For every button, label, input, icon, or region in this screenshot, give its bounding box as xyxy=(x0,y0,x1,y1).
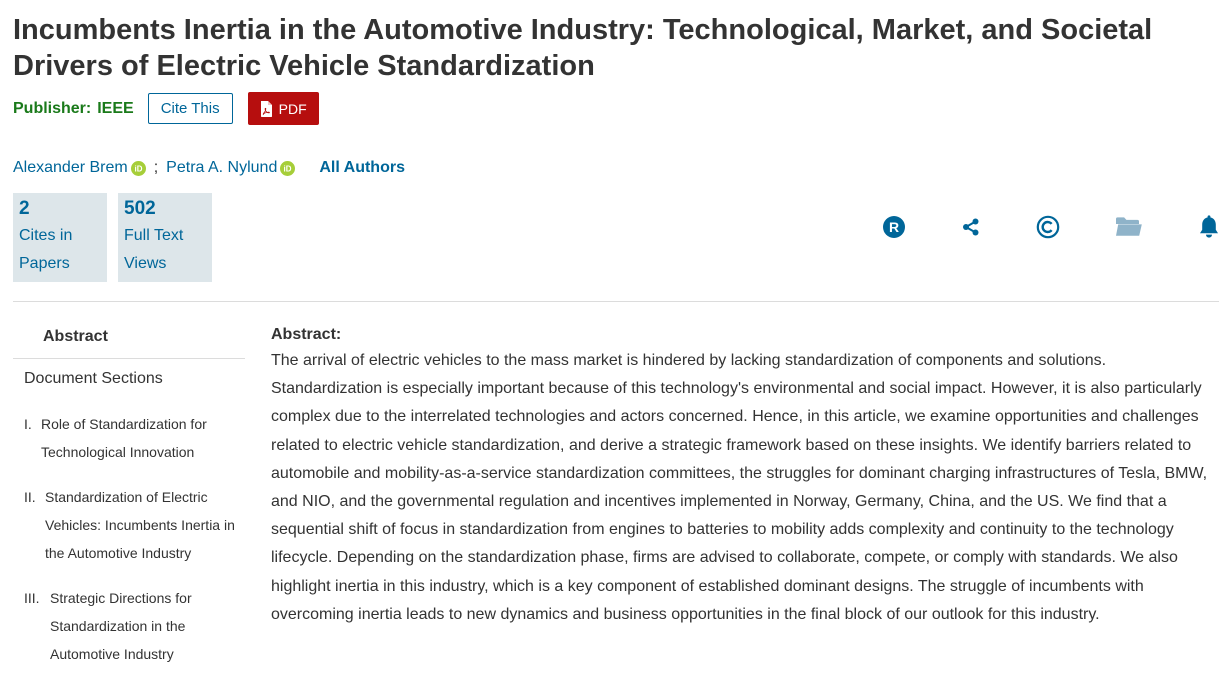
metric-value: 502 xyxy=(124,198,156,219)
author-separator: ; xyxy=(153,159,159,176)
svg-text:R: R xyxy=(888,219,900,235)
sidebar-section-2[interactable] xyxy=(24,483,241,567)
metric-label: Cites in Papers xyxy=(19,227,73,272)
pdf-file-icon xyxy=(260,101,273,117)
svg-text:iD: iD xyxy=(283,164,292,174)
publisher-label: Publisher: xyxy=(13,99,92,117)
svg-text:iD: iD xyxy=(134,164,143,174)
metric-full-text-views[interactable] xyxy=(118,193,212,282)
metric-value: 2 xyxy=(19,198,30,219)
author-list xyxy=(13,158,405,178)
rights-icon xyxy=(882,215,906,239)
document-sections-heading: Document Sections xyxy=(24,370,163,387)
section-title: Role of Standardization for Technological Innovation xyxy=(41,416,207,460)
abstract-text: The arrival of electric vehicles to the mass market is hindered by lacking standardization of components and solutions. Standardization is especially important because of this technology's environmental and social impact. However, it is also particularly complex due to the interrelated technologies and actors concerned. Hence, in this article, we examine opportunities and challenges related to electric vehicle standardization, and derive a strategic framework based on these insights. We identify barriers related to automobile and mobility-as-a-service standardization committees, the struggles for dominant charging infrastructures of Tesla, BMW, and NIO, and the governmental regulation and incentives implemented in Norway, Germany, China, and the US. We find that a sequential shift of focus in standardization from engines to batteries to mobility adds complexity and continuity to the technology lifecycle. Depending on the standardization phase, firms are advised to collaborate, compete, or comply with standards. We also highlight inertia in this industry, which is a key component of established dominant designs. The struggle of incumbents with overcoming inertia leads to new dynamics and business opportunities in the final block of our outlook for this industry. xyxy=(271,352,1208,623)
header-divider xyxy=(13,301,1219,302)
author-link[interactable]: Petra A. Nylund xyxy=(166,159,278,176)
folder-icon xyxy=(1115,216,1143,238)
publisher xyxy=(13,100,134,118)
abstract-heading: Abstract: xyxy=(271,326,342,343)
all-authors-link[interactable]: All Authors xyxy=(319,159,405,176)
pdf-button-label: PDF xyxy=(278,100,307,117)
alerts-button[interactable] xyxy=(1195,213,1219,241)
cite-this-button[interactable]: Cite This xyxy=(148,93,233,124)
publisher-row xyxy=(13,92,319,125)
orcid-icon[interactable] xyxy=(280,161,295,176)
share-icon xyxy=(960,216,982,238)
sidebar-divider xyxy=(13,358,245,359)
add-to-folder-button[interactable] xyxy=(1115,213,1143,241)
metric-label: Full Text Views xyxy=(124,227,184,272)
section-number: I. xyxy=(24,416,32,432)
pdf-button[interactable] xyxy=(248,92,319,125)
sidebar-section-3[interactable] xyxy=(24,584,220,668)
rights-permissions-button[interactable] xyxy=(880,213,908,241)
copyright-icon xyxy=(1036,215,1060,239)
metric-cites-in-papers[interactable] xyxy=(13,193,107,282)
publisher-name: IEEE xyxy=(97,99,134,117)
sidebar-abstract-link[interactable]: Abstract xyxy=(43,328,108,345)
section-number: II. xyxy=(24,489,36,505)
section-title: Standardization of Electric Vehicles: Incumbents Inertia in the Automotive Industry xyxy=(45,489,235,561)
section-title: Strategic Directions for Standardization in the Automotive Industry xyxy=(50,590,192,662)
share-button[interactable] xyxy=(957,213,985,241)
orcid-icon[interactable] xyxy=(131,161,146,176)
article-title: Incumbents Inertia in the Automotive Industry: Technological, Market, and Societal Drivers of Electric Vehicle Standardization xyxy=(13,14,1153,82)
section-number: III. xyxy=(24,590,40,606)
alert-bell-icon xyxy=(1198,215,1219,239)
author-link[interactable]: Alexander Brem xyxy=(13,159,128,176)
sidebar-section-1[interactable] xyxy=(24,410,231,466)
copyright-button[interactable] xyxy=(1034,213,1062,241)
